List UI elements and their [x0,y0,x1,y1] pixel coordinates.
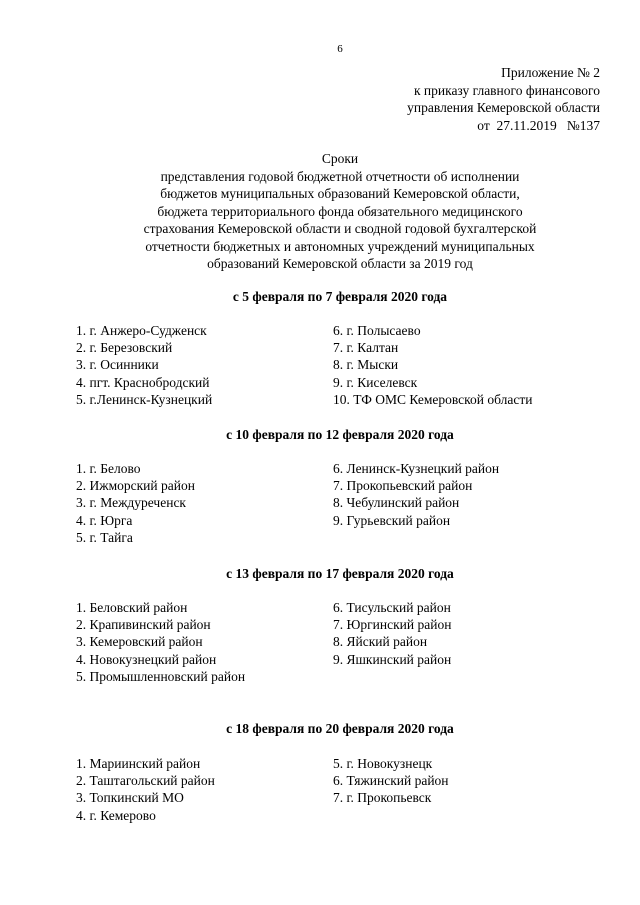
title-line: образований Кемеровской области за 2019 год [207,256,473,271]
document-title [0,150,640,273]
period-heading: с 13 февраля по 17 февраля 2020 года [226,566,454,581]
title-line: бюджетов муниципальных образований Кемеровской области, [160,186,520,201]
list-item: 2. Крапивинский район [76,617,211,633]
title-heading: Сроки [321,151,359,166]
list-item: 2. Таштагольский район [76,773,215,789]
list-item: 8. г. Мыски [333,357,399,373]
appendix-line: управления Кемеровской области [407,100,600,115]
appendix-line: Приложение № 2 [501,65,600,80]
appendix-line: к приказу главного финансового [413,82,600,98]
list-item: 5. г. Новокузнецк [333,756,433,771]
list-item: 5. Промышленновский район [76,668,246,684]
list-item: 8. Чебулинский район [333,495,460,511]
list-item: 7. г. Прокопьевск [333,790,432,806]
list-item: 5. г.Ленинск-Кузнецкий [76,391,213,407]
list-item: 4. пгт. Краснобродский [76,374,210,390]
period-list-left [76,460,195,546]
list-item: 3. Топкинский МО [76,790,184,806]
period-heading: с 18 февраля по 20 февраля 2020 года [226,721,454,736]
list-item: 1. Мариинский район [76,756,201,771]
list-item: 9. г. Киселевск [333,374,418,390]
list-item: 4. г. Юрга [76,512,133,528]
list-item: 2. Ижморский район [76,478,195,494]
title-line: бюджета территориального фонда обязательного медицинского [157,203,523,219]
list-item: 1. г. Анжеро-Судженск [76,323,207,338]
period-list-right [333,460,499,529]
list-item: 9. Гурьевский район [333,512,451,528]
list-item: 7. Прокопьевский район [333,478,473,494]
period-list-right [333,322,533,408]
period-heading: с 10 февраля по 12 февраля 2020 года [226,427,454,442]
list-item: 1. Беловский район [76,600,188,615]
period-list-left [76,322,212,408]
list-item: 8. Яйский район [333,634,428,650]
list-item: 2. г. Березовский [76,340,173,356]
list-item: 3. Кемеровский район [76,634,203,650]
list-item: 1. г. Белово [76,461,141,476]
list-item: 3. г. Междуреченск [76,495,186,511]
list-item: 9. Яшкинский район [333,651,452,667]
appendix-block [407,64,600,134]
list-item: 6. Тисульский район [333,600,451,615]
title-line: отчетности бюджетных и автономных учреждений муниципальных [145,238,535,254]
period-heading: с 5 февраля по 7 февраля 2020 года [232,289,448,304]
list-item: 10. ТФ ОМС Кемеровской области [333,391,533,407]
list-item: 7. Юргинский район [333,617,452,633]
list-item: 4. г. Кемерово [76,807,156,823]
period-list-left [76,755,215,824]
title-line: представления годовой бюджетной отчетности об исполнении [160,168,520,184]
list-item: 3. г. Осинники [76,357,159,373]
list-item: 5. г. Тайга [76,529,133,545]
list-item: 7. г. Калтан [333,340,399,356]
list-item: 6. Тяжинский район [333,773,449,789]
period-list-left [76,599,245,685]
period-list-right [333,755,449,807]
title-line: страхования Кемеровской области и сводной годовой бухгалтерской [143,221,537,236]
period-list-right [333,599,451,668]
list-item: 6. г. Полысаево [333,323,421,338]
page-number: 6 [337,43,343,55]
appendix-line: от 27.11.2019 №137 [477,117,600,133]
list-item: 4. Новокузнецкий район [76,651,217,667]
list-item: 6. Ленинск-Кузнецкий район [333,461,500,476]
